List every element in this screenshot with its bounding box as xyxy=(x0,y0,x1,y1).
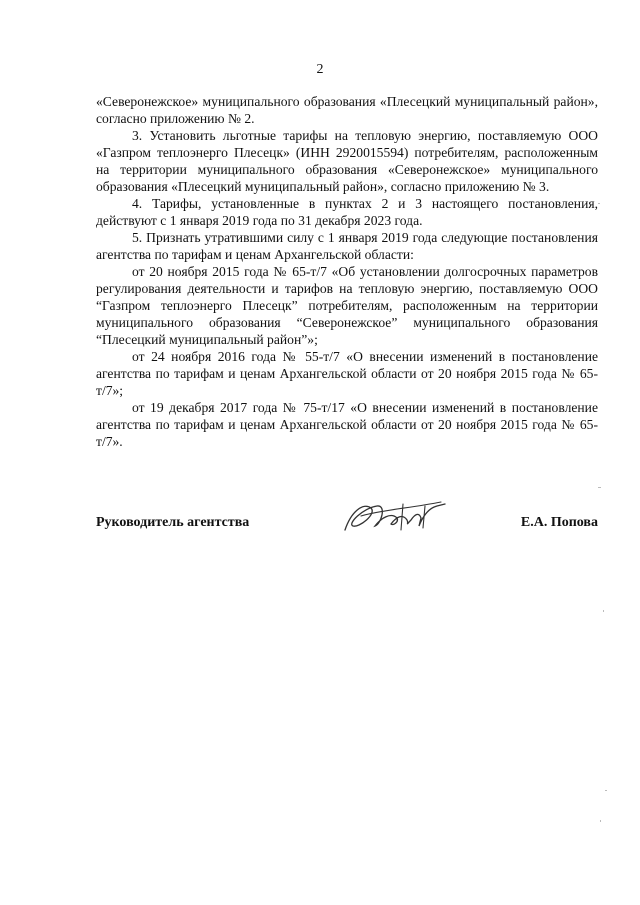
scan-artifact xyxy=(598,487,601,488)
document-body xyxy=(96,93,598,450)
paragraph-item-5: 5. Признать утратившими силу с 1 января 2019 года следующие постановления агентства по тарифам и ценам Архангельской области: xyxy=(96,230,598,262)
page-number: 2 xyxy=(316,62,324,77)
repealed-resolution-2: от 24 ноября 2016 года № 55-т/7 «О внесении изменений в постановление агентства по тарифам и ценам Архангельской области от 20 ноября 2015 года № 65-т/7»; xyxy=(96,349,598,398)
paragraph-item-4: 4. Тарифы, установленные в пунктах 2 и 3 настоящего постановления, действуют с 1 января 2019 года по 31 декабря 2023 года. xyxy=(96,196,598,228)
signatory-title: Руководитель агентства xyxy=(96,515,250,530)
scan-artifact xyxy=(598,203,600,204)
paragraph-continuation: «Северонежское» муниципального образования «Плесецкий муниципальный район», согласно приложению № 2. xyxy=(96,94,598,126)
scan-artifact xyxy=(605,790,607,791)
scan-artifact xyxy=(603,610,604,612)
repealed-resolution-3: от 19 декабря 2017 года № 75-т/17 «О внесении изменений в постановление агентства по тарифам и ценам Архангельской области от 20 ноября 2015 года № 65-т/7». xyxy=(96,400,598,449)
repealed-resolution-1: от 20 ноября 2015 года № 65-т/7 «Об установлении долгосрочных параметров регулирования деятельности и тарифов на тепловую энергию, поставляемую ООО “Газпром теплоэнерго Плесецк” потребителям, расположенным на территории муниципального образования “Северонежское” муниципального образования “Плесецкий муниципальный район”»; xyxy=(96,264,598,347)
paragraph-item-3: 3. Установить льготные тарифы на тепловую энергию, поставляемую ООО «Газпром теплоэнерго Плесецк» (ИНН 2920015594) потребителям, расположенным на территории муниципального образования «Северонежское» муниципального образования «Плесецкий муниципальный район», согласно приложению № 3. xyxy=(96,128,598,194)
scan-artifact xyxy=(600,820,601,822)
signatory-name: Е.А. Попова xyxy=(520,515,598,530)
signature-block xyxy=(96,508,598,548)
handwritten-signature xyxy=(341,496,451,540)
